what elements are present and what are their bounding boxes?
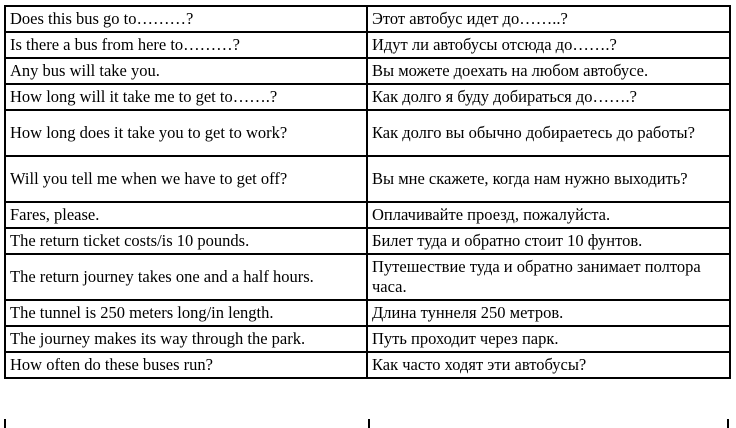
english-phrase: The journey makes its way through the park. [5, 326, 367, 352]
table-row [5, 156, 730, 202]
russian-translation: Билет туда и обратно стоит 10 фунтов. [367, 228, 730, 254]
table-row [5, 202, 730, 228]
english-phrase: How often do these buses run? [5, 352, 367, 378]
english-phrase: Is there a bus from here to………? [5, 32, 367, 58]
english-phrase: The return ticket costs/is 10 pounds. [5, 228, 367, 254]
russian-translation: Вы можете доехать на любом автобусе. [367, 58, 730, 84]
russian-translation: Путешествие туда и обратно занимает полтора часа. [367, 254, 730, 300]
russian-translation: Как долго я буду добираться до…….? [367, 84, 730, 110]
russian-translation: Путь проходит через парк. [367, 326, 730, 352]
table-row [5, 32, 730, 58]
russian-translation: Как часто ходят эти автобусы? [367, 352, 730, 378]
column-divider [368, 419, 370, 428]
english-phrase: The return journey takes one and a half hours. [5, 254, 367, 300]
table-row [5, 228, 730, 254]
table-row [5, 110, 730, 156]
table-row [5, 84, 730, 110]
russian-translation: Как долго вы обычно добираетесь до работы? [367, 110, 730, 156]
english-phrase: How long does it take you to get to work? [5, 110, 367, 156]
table-row [5, 300, 730, 326]
table-row [5, 326, 730, 352]
table-row [5, 352, 730, 378]
english-phrase: Does this bus go to………? [5, 6, 367, 32]
table-row [5, 6, 730, 32]
russian-translation: Идут ли автобусы отсюда до…….? [367, 32, 730, 58]
english-phrase: Fares, please. [5, 202, 367, 228]
english-phrase: The tunnel is 250 meters long/in length. [5, 300, 367, 326]
table-continuation-edge [4, 419, 729, 428]
russian-translation: Вы мне скажете, когда нам нужно выходить? [367, 156, 730, 202]
table-row [5, 254, 730, 300]
russian-translation: Оплачивайте проезд, пожалуйста. [367, 202, 730, 228]
english-phrase: Any bus will take you. [5, 58, 367, 84]
english-phrase: Will you tell me when we have to get off? [5, 156, 367, 202]
russian-translation: Длина туннеля 250 метров. [367, 300, 730, 326]
russian-translation: Этот автобус идет до……..? [367, 6, 730, 32]
phrase-translation-table [4, 5, 731, 379]
english-phrase: How long will it take me to get to…….? [5, 84, 367, 110]
table-row [5, 58, 730, 84]
